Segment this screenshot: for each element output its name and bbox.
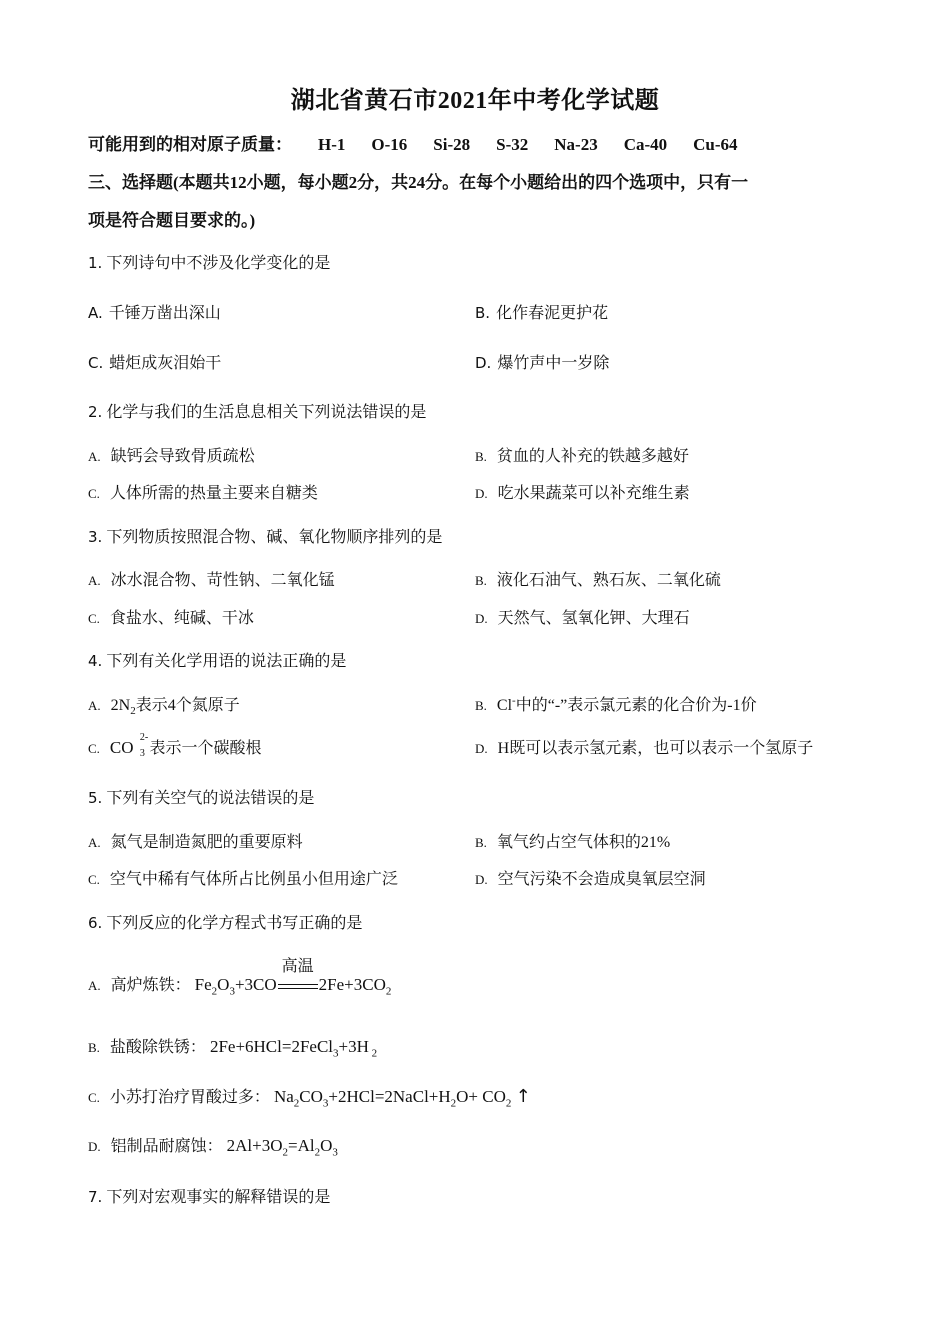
section-heading-line1: 三、选择题(本题共12小题，每小题2分，共24分。在每个小题给出的四个选项中，只有一 xyxy=(88,173,749,192)
q4-option-a[interactable] xyxy=(88,692,240,718)
option-label: A. xyxy=(88,978,101,993)
q4-option-b[interactable] xyxy=(475,692,757,715)
option-label: C. xyxy=(88,486,100,501)
option-text: 空气污染不会造成臭氧层空洞 xyxy=(497,871,706,888)
q2-option-a[interactable] xyxy=(88,443,255,466)
atomic-mass-h: H-1 xyxy=(318,135,346,154)
formula-base: Cl xyxy=(496,697,513,714)
option-text: H既可以表示氢元素，也可以表示一个氢原子 xyxy=(497,740,814,757)
q2-option-c[interactable] xyxy=(88,480,318,503)
question-number: 1. xyxy=(88,254,103,272)
question-stem: 化学与我们的生活息息相关下列说法错误的是 xyxy=(106,404,427,421)
question-stem: 下列对宏观事实的解释错误的是 xyxy=(106,1189,331,1206)
option-label: A. xyxy=(88,835,101,850)
q6-option-a[interactable] xyxy=(88,958,392,998)
option-text: 液化石油气、熟石灰、二氧化硫 xyxy=(496,572,721,589)
q2-option-b[interactable] xyxy=(475,443,689,466)
option-label: B. xyxy=(475,449,487,464)
formula-base: 2N xyxy=(110,697,131,714)
option-label: C. xyxy=(88,741,100,756)
option-label: D. xyxy=(475,486,488,501)
question-number: 4. xyxy=(88,652,103,670)
option-label: D. xyxy=(475,354,492,372)
q3-option-d[interactable] xyxy=(475,605,690,628)
condition-high-temp: 高温 xyxy=(281,958,314,975)
q6-option-b[interactable] xyxy=(88,1034,378,1060)
formula-charge: 2- xyxy=(139,732,149,743)
atomic-mass-ca: Ca-40 xyxy=(623,135,668,154)
option-text: 空气中稀有气体所占比例虽小但用途广泛 xyxy=(109,871,398,888)
option-label: D. xyxy=(88,1139,101,1154)
option-text: 冰水混合物、苛性钠、二氧化锰 xyxy=(110,572,335,589)
atomic-mass-na: Na-23 xyxy=(554,135,598,154)
atomic-mass-o: O-16 xyxy=(371,135,408,154)
option-label: B. xyxy=(475,698,487,713)
formula-subscript: 2 xyxy=(130,705,136,718)
question-stem: 下列诗句中不涉及化学变化的是 xyxy=(106,255,331,272)
equation-baking-soda: $Na_2CO_3+2HCl=2NaCl+H_2O+ CO_2$ ↑ xyxy=(273,1086,531,1110)
question-stem: 下列有关化学用语的说法正确的是 xyxy=(106,653,347,670)
q1-option-a[interactable] xyxy=(88,300,221,323)
question-number: 7. xyxy=(88,1188,103,1206)
question-5 xyxy=(88,785,314,808)
option-label: C. xyxy=(88,1090,100,1105)
option-text: 表示4个氮原子 xyxy=(135,697,240,714)
option-label: C. xyxy=(88,872,100,887)
question-stem: 下列反应的化学方程式书写正确的是 xyxy=(106,915,363,932)
option-label: D. xyxy=(475,872,488,887)
option-label: C. xyxy=(88,354,104,372)
option-text: 食盐水、纯碱、干冰 xyxy=(109,610,254,627)
q5-option-a[interactable] xyxy=(88,829,303,852)
atomic-mass-cu: Cu-64 xyxy=(693,135,738,154)
option-text: 缺钙会导致骨质疏松 xyxy=(110,448,255,465)
q1-option-c[interactable] xyxy=(88,350,221,373)
formula-base: CO xyxy=(109,738,134,757)
option-text: 中的“-”表示氯元素的化合价为-1价 xyxy=(515,697,757,714)
question-7 xyxy=(88,1184,330,1207)
option-text: 贫血的人补充的铁越多越好 xyxy=(496,448,689,465)
reaction-condition xyxy=(277,958,319,995)
formula-carbonate xyxy=(109,732,149,759)
formula-cl-ion xyxy=(496,694,516,714)
question-1 xyxy=(88,250,330,273)
question-number: 3. xyxy=(88,528,103,546)
q4-option-d[interactable] xyxy=(475,735,813,758)
question-4 xyxy=(88,648,346,671)
question-stem: 下列有关空气的说法错误的是 xyxy=(106,790,315,807)
option-label: A. xyxy=(88,304,103,322)
formula-2n2 xyxy=(110,697,136,718)
q6-option-d[interactable] xyxy=(88,1133,338,1159)
equation-rust-removal: 2Fe+6HCl=2FeCl$_3$+3H $_2$ xyxy=(209,1037,378,1060)
equation-blast-furnace: $Fe_2O_3+3CO$ 高温 $2Fe+3CO_2$ xyxy=(195,975,392,994)
option-text: 表示一个碳酸根 xyxy=(149,740,262,757)
q5-option-d[interactable] xyxy=(475,866,706,889)
equals-bar xyxy=(278,984,318,989)
option-label: A. xyxy=(88,573,101,588)
option-text: 爆竹声中一岁除 xyxy=(497,355,610,372)
option-label: D. xyxy=(475,611,488,626)
atomic-mass-s: S-32 xyxy=(496,135,529,154)
option-text: 蜡炬成灰泪始干 xyxy=(109,355,222,372)
option-text: 盐酸除铁锈： xyxy=(109,1039,206,1056)
option-text: 人体所需的热量主要来自糖类 xyxy=(109,485,318,502)
q2-option-d[interactable] xyxy=(475,480,690,503)
option-label: D. xyxy=(475,741,488,756)
atomic-masses-label: 可能用到的相对原子质量： xyxy=(88,135,292,154)
option-label: A. xyxy=(88,449,101,464)
option-label: B. xyxy=(475,304,491,322)
option-text: 氧气约占空气体积的21% xyxy=(496,834,671,851)
question-stem: 下列物质按照混合物、碱、氧化物顺序排列的是 xyxy=(106,529,443,546)
option-text: 天然气、氢氧化钾、大理石 xyxy=(497,610,690,627)
section-heading-line2: 项是符合题目要求的。) xyxy=(88,211,256,230)
atomic-masses xyxy=(88,130,738,155)
option-text: 千锤万凿出深山 xyxy=(108,305,221,322)
question-6 xyxy=(88,910,362,933)
q1-option-d[interactable] xyxy=(475,350,609,373)
q3-option-c[interactable] xyxy=(88,605,254,628)
option-text: 氮气是制造氮肥的重要原料 xyxy=(110,834,303,851)
option-label: B. xyxy=(475,835,487,850)
option-label: B. xyxy=(475,573,487,588)
question-2 xyxy=(88,399,426,422)
q6-option-c[interactable] xyxy=(88,1084,531,1110)
equation-aluminum: $2Al+3O_2=Al_2O_3$ xyxy=(226,1136,338,1159)
q5-option-b[interactable] xyxy=(475,829,670,852)
option-label: C. xyxy=(88,611,100,626)
atomic-mass-si: Si-28 xyxy=(433,135,471,154)
gas-up-arrow-icon: ↑ xyxy=(515,1086,531,1107)
option-text: 高炉炼铁： xyxy=(110,977,191,994)
q3-option-a[interactable] xyxy=(88,567,335,590)
question-number: 5. xyxy=(88,789,103,807)
option-label: A. xyxy=(88,698,101,713)
q5-option-c[interactable] xyxy=(88,866,398,889)
question-number: 6. xyxy=(88,914,103,932)
q3-option-b[interactable] xyxy=(475,567,721,590)
page-title: 湖北省黄石市2021年中考化学试题 xyxy=(290,88,660,114)
option-text: 小苏打治疗胃酸过多： xyxy=(109,1089,270,1106)
option-label: B. xyxy=(88,1040,100,1055)
option-text: 吃水果蔬菜可以补充维生素 xyxy=(497,485,690,502)
option-text: 铝制品耐腐蚀： xyxy=(110,1138,223,1155)
q4-option-c[interactable] xyxy=(88,732,262,759)
question-3 xyxy=(88,524,442,547)
option-text: 化作春泥更护花 xyxy=(496,305,609,322)
formula-superscript: - xyxy=(512,694,516,707)
q1-option-b[interactable] xyxy=(475,300,608,323)
question-number: 2. xyxy=(88,403,103,421)
formula-subscript: 3 xyxy=(139,748,145,759)
